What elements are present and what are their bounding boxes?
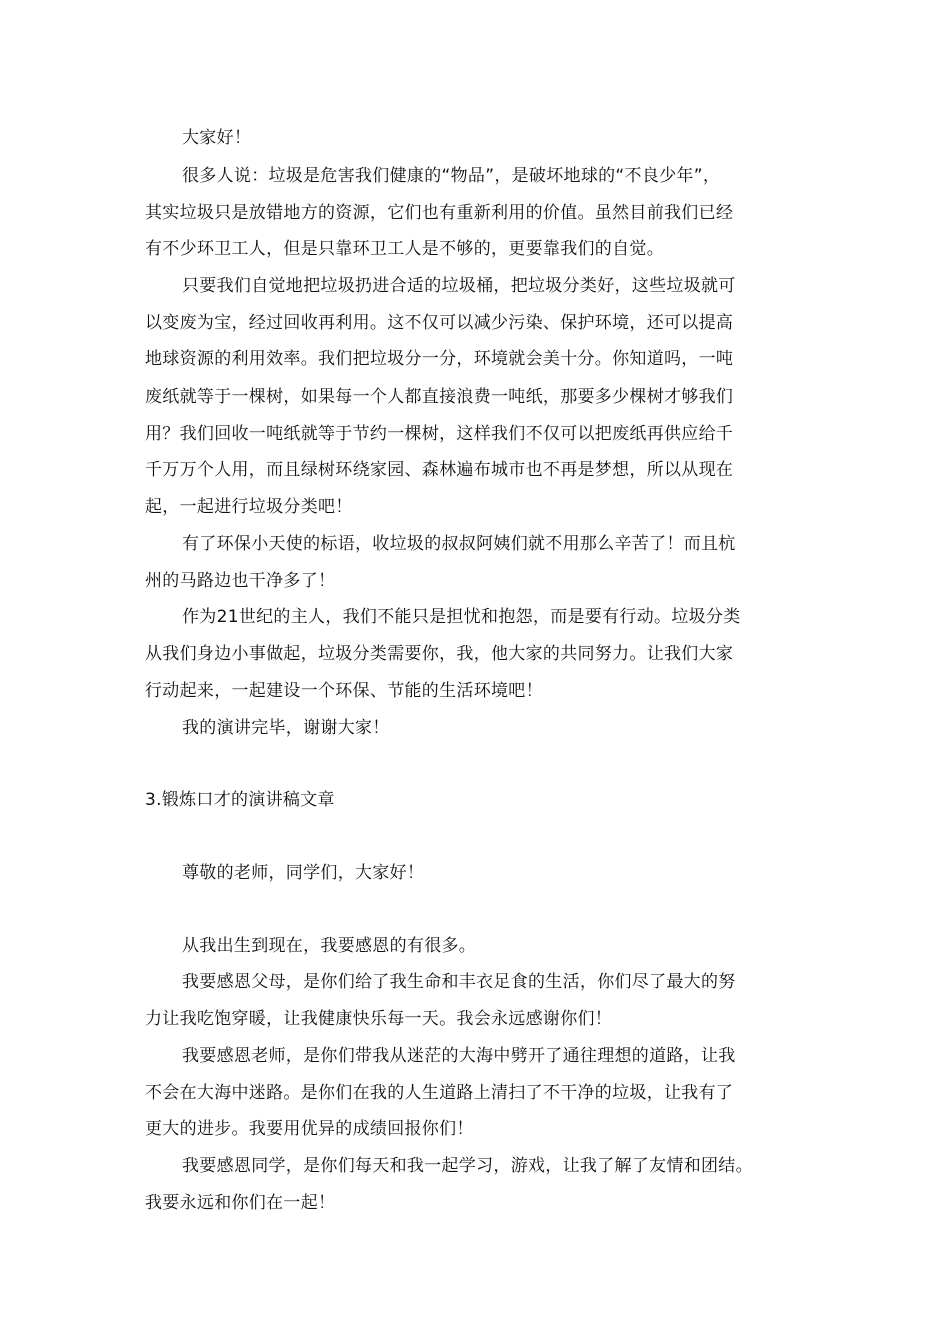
text-line: 废纸就等于一棵树，如果每一个人都直接浪费一吨纸，那要多少棵树才够我们 xyxy=(145,387,734,407)
text-line: 地球资源的利用效率。我们把垃圾分一分，环境就会美十分。你知道吗，一吨 xyxy=(145,349,734,369)
text-line: 很多人说：垃圾是危害我们健康的“物品”，是破坏地球的“不良少年”， xyxy=(182,166,721,186)
text-line: 大家好！ xyxy=(182,128,252,148)
text-line: 力让我吃饱穿暖，让我健康快乐每一天。我会永远感谢你们！ xyxy=(145,1009,613,1029)
text-line: 有不少环卫工人，但是只靠环卫工人是不够的，更要靠我们的自觉。 xyxy=(145,239,664,259)
text-line: 作为21世纪的主人，我们不能只是担忧和抱怨，而是要有行动。垃圾分类 xyxy=(182,607,741,627)
text-line: 用？我们回收一吨纸就等于节约一棵树，这样我们不仅可以把废纸再供应给千 xyxy=(145,424,734,444)
text-line: 从我们身边小事做起，垃圾分类需要你，我，他大家的共同努力。让我们大家 xyxy=(145,644,734,664)
text-line: 更大的进步。我要用优异的成绩回报你们！ xyxy=(145,1119,474,1139)
text-line: 只要我们自觉地把垃圾扔进合适的垃圾桶，把垃圾分类好，这些垃圾就可 xyxy=(182,276,736,296)
text-line: 尊敬的老师，同学们，大家好！ xyxy=(182,863,425,883)
text-line: 其实垃圾只是放错地方的资源，它们也有重新利用的价值。虽然目前我们已经 xyxy=(145,203,734,223)
text-line: 不会在大海中迷路。是你们在我的人生道路上清扫了不干净的垃圾，让我有了 xyxy=(145,1083,734,1103)
text-line: 千万万个人用，而且绿树环绕家园、森林遍布城市也不再是梦想，所以从现在 xyxy=(145,460,734,480)
text-line: 我要感恩老师，是你们带我从迷茫的大海中劈开了通往理想的道路，让我 xyxy=(182,1046,736,1066)
text-line: 起，一起进行垃圾分类吧！ xyxy=(145,497,353,517)
text-line: 我要感恩同学，是你们每天和我一起学习，游戏，让我了解了友情和团结。 xyxy=(182,1156,753,1176)
text-line: 州的马路边也干净多了！ xyxy=(145,571,336,591)
text-line: 以变废为宝，经过回收再利用。这不仅可以减少污染、保护环境，还可以提高 xyxy=(145,313,734,333)
section-heading: 3.锻炼口才的演讲稿文章 xyxy=(145,790,335,810)
text-line: 我要感恩父母，是你们给了我生命和丰衣足食的生活，你们尽了最大的努 xyxy=(182,972,736,992)
text-line: 有了环保小天使的标语，收垃圾的叔叔阿姨们就不用那么辛苦了！而且杭 xyxy=(182,534,736,554)
text-line: 我要永远和你们在一起！ xyxy=(145,1193,336,1213)
text-line: 行动起来，一起建设一个环保、节能的生活环境吧！ xyxy=(145,681,543,701)
text-line: 我的演讲完毕，谢谢大家！ xyxy=(182,718,390,738)
text-line: 从我出生到现在，我要感恩的有很多。 xyxy=(182,936,477,956)
